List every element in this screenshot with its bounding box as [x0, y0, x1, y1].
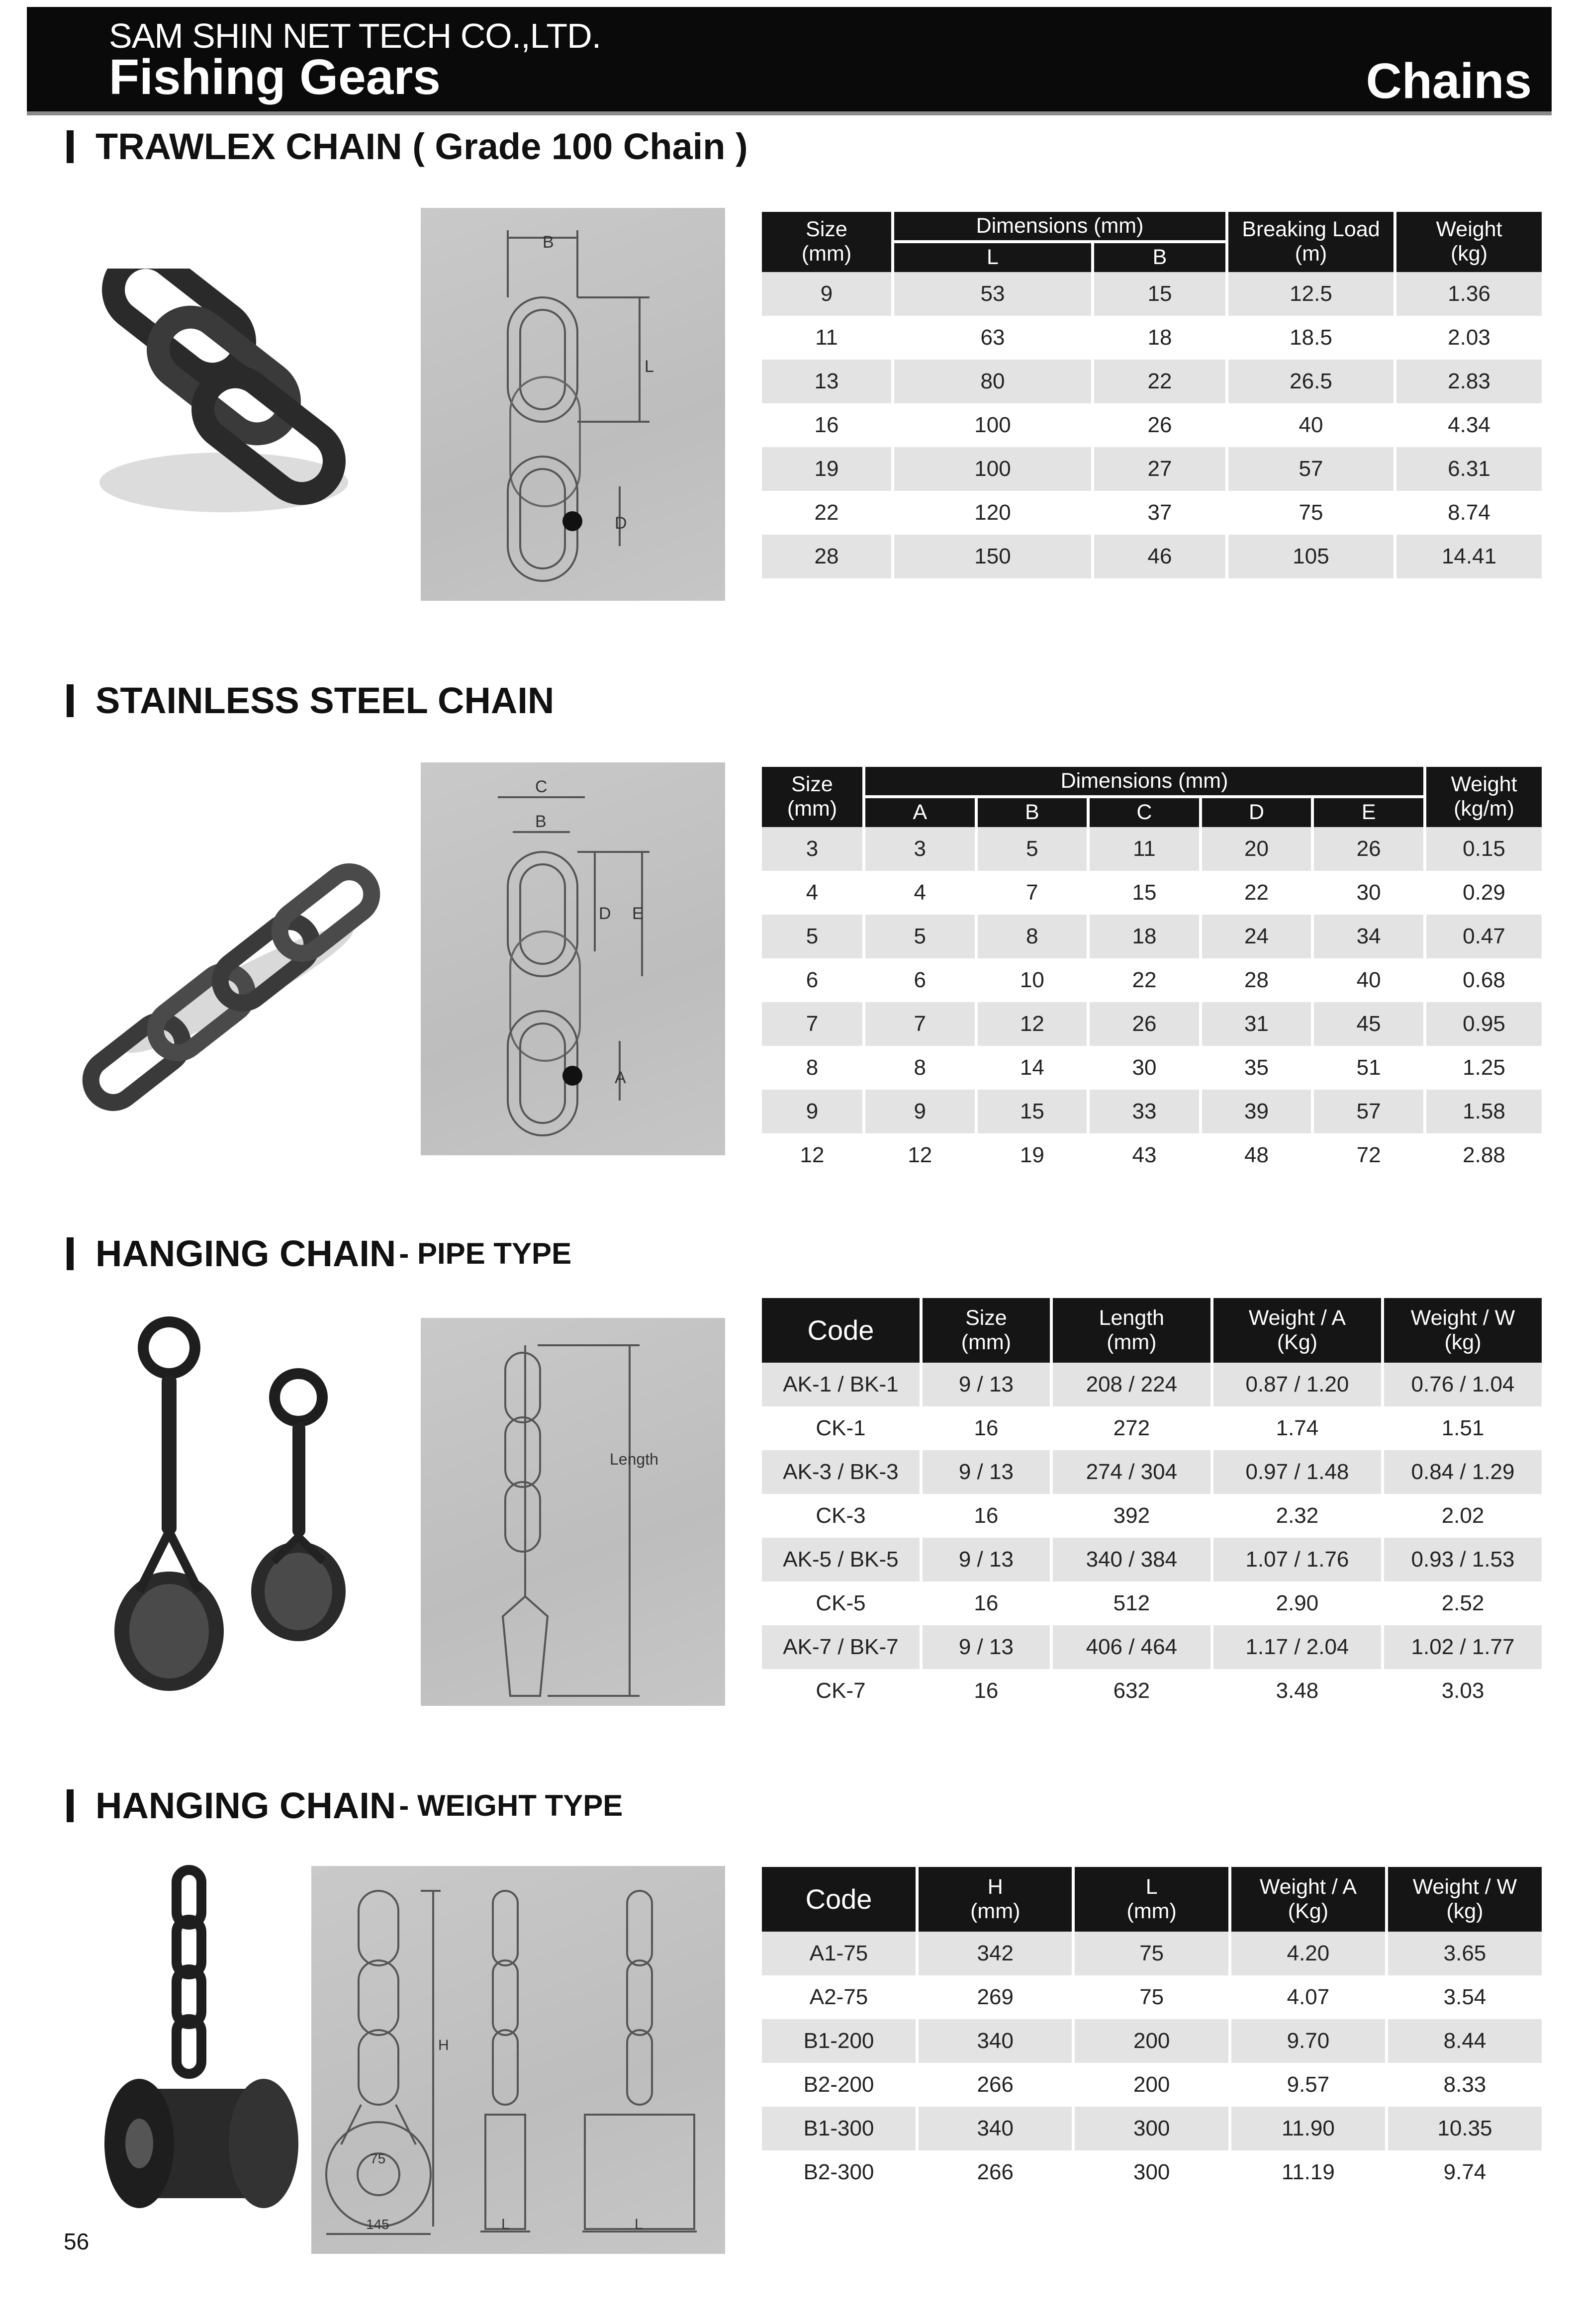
cell: 18 — [1090, 915, 1199, 958]
cell: 3.03 — [1441, 1678, 1485, 1703]
cell: 392 — [1113, 1503, 1150, 1528]
cell: 16 — [974, 1678, 999, 1703]
col-weight: Weight (kg/m) — [1426, 767, 1542, 827]
cell: 57 — [1314, 1090, 1423, 1133]
cell: 5 — [865, 915, 975, 958]
col-code: Code — [762, 1298, 920, 1363]
table-row — [762, 1975, 1542, 2019]
table-row — [762, 2063, 1542, 2107]
table-row — [762, 1450, 1542, 1494]
section-title: Chains — [1366, 53, 1532, 109]
cell: 0.97 / 1.48 — [1213, 1450, 1381, 1494]
cell: A1-75 — [762, 1932, 916, 1975]
dim-label-l1: L — [501, 2216, 510, 2232]
stainless-rows — [762, 827, 1542, 1177]
cell: 75 — [1075, 1932, 1228, 1975]
cell: 22 — [814, 500, 839, 525]
cell: 35 — [1244, 1055, 1269, 1080]
table-row — [762, 403, 1542, 447]
col-code: Code — [762, 1867, 916, 1932]
col-weight-a: Weight / A (Kg) — [1231, 1867, 1385, 1932]
cell: 11 — [815, 325, 838, 350]
dim-label-length: Length — [610, 1450, 658, 1468]
cell: 272 — [1113, 1416, 1150, 1440]
trawlex-rows — [762, 272, 1542, 578]
cell: 150 — [894, 535, 1091, 578]
cell: 2.32 — [1276, 1503, 1319, 1528]
cell: 75 — [1139, 1985, 1164, 2009]
col-l: L (mm) — [1075, 1867, 1228, 1932]
cell: 39 — [1202, 1090, 1311, 1133]
cell: 4 — [806, 880, 819, 905]
cell: B1-200 — [762, 2019, 916, 2063]
table-row — [762, 1133, 1542, 1177]
cell: 20 — [1202, 827, 1311, 871]
col-length: Length (mm) — [1053, 1298, 1210, 1363]
cell: 12.5 — [1228, 272, 1393, 316]
cell: B1-300 — [762, 2107, 916, 2150]
cell: 43 — [1132, 1142, 1157, 1167]
cell: 100 — [894, 447, 1091, 491]
cell: 15 — [978, 1090, 1087, 1133]
cell: 1.58 — [1426, 1090, 1542, 1133]
col-dimensions: Dimensions (mm) — [894, 212, 1225, 240]
cell: 0.76 / 1.04 — [1384, 1363, 1542, 1406]
catalog-title: Fishing Gears — [109, 49, 441, 105]
dim-label-a: A — [615, 1068, 626, 1087]
cell: 8 — [914, 1055, 927, 1080]
heading-bar — [67, 1789, 74, 1822]
cell: CK-5 — [816, 1591, 866, 1615]
cell: 300 — [1133, 2160, 1170, 2184]
table-row — [762, 1625, 1542, 1669]
hanging-pipe-title: HANGING CHAIN — [95, 1233, 396, 1274]
dim-label-c: C — [535, 777, 548, 796]
cell: 7 — [762, 1002, 862, 1046]
cell: 3.65 — [1388, 1932, 1542, 1975]
cell: 340 — [919, 2107, 1072, 2150]
cell: 1.51 — [1441, 1416, 1485, 1440]
cell: 2.83 — [1396, 360, 1542, 403]
cell: 40 — [1299, 412, 1323, 437]
cell: 1.02 / 1.77 — [1384, 1625, 1542, 1669]
col-weight-w: Weight / W (kg) — [1384, 1298, 1542, 1363]
col-size: Size (mm) — [762, 767, 862, 827]
cell: 9 — [762, 1090, 862, 1133]
table-row — [762, 535, 1542, 578]
cell: 0.15 — [1426, 827, 1542, 871]
table-row — [762, 360, 1542, 403]
table-row — [762, 1406, 1542, 1450]
table-row — [762, 2019, 1542, 2063]
table-row — [762, 316, 1542, 360]
col-weight-w: Weight / W (kg) — [1388, 1867, 1542, 1932]
cell: 27 — [1094, 447, 1225, 491]
cell: 16 — [974, 1503, 999, 1528]
hanging-pipe-table — [759, 1298, 1545, 1713]
cell: 266 — [977, 2160, 1014, 2184]
cell: 9 — [762, 272, 891, 316]
cell: 342 — [919, 1932, 1072, 1975]
hanging-weight-diagram — [311, 1866, 725, 2254]
cell: 8.74 — [1448, 500, 1490, 525]
cell: 9.57 — [1287, 2072, 1330, 2097]
trawlex-title: TRAWLEX CHAIN ( Grade 100 Chain ) — [95, 126, 748, 167]
cell: 0.47 — [1426, 915, 1542, 958]
hanging-pipe-photo — [99, 1313, 408, 1711]
cell: 200 — [1075, 2019, 1228, 2063]
cell: 9 / 13 — [923, 1538, 1050, 1581]
col-a: A — [865, 795, 975, 827]
cell: 3 — [762, 827, 862, 871]
table-row — [762, 2107, 1542, 2150]
dim-label-b: B — [543, 233, 554, 252]
table-row — [762, 1363, 1542, 1406]
col-b: B — [978, 795, 1087, 827]
cell: 3.54 — [1443, 1985, 1486, 2009]
cell: 15 — [1132, 880, 1157, 905]
cell: 9 / 13 — [923, 1363, 1050, 1406]
cell: 26 — [1147, 412, 1172, 437]
cell: 8.33 — [1443, 2072, 1486, 2097]
cell: 9.74 — [1443, 2160, 1486, 2184]
dim-label-d: D — [615, 514, 627, 533]
page-number: 56 — [64, 2229, 90, 2254]
table-row — [762, 1538, 1542, 1581]
dim-label-l2: L — [635, 2216, 643, 2232]
cell: 1.74 — [1276, 1416, 1319, 1440]
cell: 75 — [1299, 500, 1323, 525]
col-l: L — [894, 240, 1091, 272]
heading-bar — [67, 130, 74, 163]
cell: 53 — [894, 272, 1091, 316]
trawlex-heading — [67, 125, 748, 168]
cell: 30 — [1356, 880, 1381, 905]
cell: 10.35 — [1388, 2107, 1542, 2150]
cell: 0.93 / 1.53 — [1384, 1538, 1542, 1581]
cell: 28 — [762, 535, 891, 578]
heading-bar — [67, 684, 74, 717]
table-row — [762, 827, 1542, 871]
cell: 31 — [1202, 1002, 1311, 1046]
cell: 6 — [914, 967, 927, 992]
cell: 0.87 / 1.20 — [1213, 1363, 1381, 1406]
cell: CK-1 — [816, 1416, 866, 1440]
cell: 16 — [974, 1416, 999, 1440]
cell: 12 — [800, 1142, 825, 1167]
cell: 1.36 — [1396, 272, 1542, 316]
hanging-weight-subtitle: - WEIGHT TYPE — [399, 1789, 623, 1822]
table-row — [762, 958, 1542, 1002]
table-row — [762, 915, 1542, 958]
cell: 632 — [1113, 1678, 1150, 1703]
dim-label-h: H — [438, 2037, 449, 2053]
cell: 8 — [806, 1055, 819, 1080]
cell: 2.52 — [1441, 1591, 1485, 1615]
cell: 4.34 — [1448, 412, 1490, 437]
cell: 9 — [865, 1090, 975, 1133]
cell: 10 — [1020, 967, 1044, 992]
cell: 46 — [1094, 535, 1225, 578]
cell: 18 — [1147, 325, 1172, 350]
table-row — [762, 1494, 1542, 1538]
table-row — [762, 1090, 1542, 1133]
cell: 9 / 13 — [923, 1450, 1050, 1494]
cell: 269 — [977, 1985, 1014, 2009]
trawlex-table — [759, 212, 1545, 578]
table-row — [762, 1581, 1542, 1625]
cell: 0.29 — [1463, 880, 1505, 905]
cell: 7 — [865, 1002, 975, 1046]
hanging-pipe-rows — [762, 1363, 1542, 1713]
dim-label-b: B — [535, 812, 547, 831]
cell: 105 — [1228, 535, 1393, 578]
cell: 37 — [1147, 500, 1172, 525]
table-row — [762, 272, 1542, 316]
col-b: B — [1094, 240, 1225, 272]
cell: 22 — [1244, 880, 1269, 905]
cell: 18.5 — [1290, 325, 1332, 350]
cell: 1.07 / 1.76 — [1213, 1538, 1381, 1581]
table-row — [762, 491, 1542, 535]
cell: 15 — [1094, 272, 1225, 316]
cell: 5 — [762, 915, 862, 958]
table-row — [762, 871, 1542, 915]
cell: 512 — [1113, 1591, 1150, 1615]
table-row — [762, 447, 1542, 491]
col-size: Size (mm) — [923, 1298, 1050, 1363]
col-h: H (mm) — [919, 1867, 1072, 1932]
cell: 6.31 — [1396, 447, 1542, 491]
col-breaking-load: Breaking Load (m) — [1228, 212, 1393, 272]
col-c: C — [1090, 795, 1199, 827]
stainless-diagram — [421, 762, 725, 1155]
cell: 0.68 — [1463, 967, 1505, 992]
cell: 274 / 304 — [1053, 1450, 1210, 1494]
cell: 57 — [1228, 447, 1393, 491]
cell: 9.70 — [1231, 2019, 1385, 2063]
cell: 0.84 / 1.29 — [1384, 1450, 1542, 1494]
hanging-weight-rows — [762, 1932, 1542, 2194]
cell: 3 — [865, 827, 975, 871]
cell: 26 — [1090, 1002, 1199, 1046]
stainless-table — [759, 767, 1545, 1177]
cell: 11.19 — [1281, 2160, 1335, 2184]
cell: 300 — [1075, 2107, 1228, 2150]
cell: CK-3 — [816, 1503, 866, 1528]
cell: 34 — [1314, 915, 1423, 958]
col-weight-a: Weight / A (Kg) — [1213, 1298, 1381, 1363]
table-row — [762, 1002, 1542, 1046]
cell: 100 — [974, 412, 1011, 437]
cell: 26 — [1314, 827, 1423, 871]
cell: 24 — [1202, 915, 1311, 958]
hanging-pipe-diagram — [421, 1318, 725, 1706]
col-dimensions: Dimensions (mm) — [865, 767, 1423, 795]
cell: 2.02 — [1441, 1503, 1485, 1528]
dim-label-145: 145 — [366, 2217, 389, 2232]
cell: 7 — [1026, 880, 1038, 905]
cell: 72 — [1356, 1142, 1381, 1167]
header-banner — [27, 7, 1552, 111]
cell: 11 — [1090, 827, 1199, 871]
hanging-weight-title: HANGING CHAIN — [95, 1785, 396, 1826]
cell: CK-7 — [816, 1678, 866, 1703]
stainless-chain-photo — [80, 826, 388, 1124]
col-e: E — [1314, 795, 1423, 827]
cell: 11.90 — [1231, 2107, 1385, 2150]
cell: 2.88 — [1463, 1142, 1505, 1167]
cell: 30 — [1132, 1055, 1157, 1080]
dim-label-d: D — [599, 904, 611, 923]
cell: 4.07 — [1287, 1985, 1330, 2009]
dim-label-e: E — [632, 904, 644, 923]
table-row — [762, 1669, 1542, 1713]
cell: 28 — [1244, 967, 1269, 992]
cell: 22 — [1132, 967, 1157, 992]
cell: 48 — [1244, 1142, 1269, 1167]
cell: 12 — [908, 1142, 932, 1167]
stainless-heading — [67, 679, 554, 722]
table-row — [762, 1932, 1542, 1975]
cell: 120 — [974, 500, 1011, 525]
heading-bar — [67, 1237, 74, 1270]
cell: 80 — [894, 360, 1091, 403]
cell: AK-1 / BK-1 — [762, 1363, 920, 1406]
trawlex-diagram — [421, 208, 725, 601]
cell: 340 — [919, 2019, 1072, 2063]
cell: 4.20 — [1231, 1932, 1385, 1975]
hanging-weight-heading — [67, 1784, 623, 1827]
col-weight: Weight (kg) — [1396, 212, 1542, 272]
cell: 63 — [980, 325, 1005, 350]
table-row — [762, 1046, 1542, 1090]
hanging-weight-table — [759, 1867, 1545, 2194]
cell: 12 — [978, 1002, 1087, 1046]
stainless-title: STAINLESS STEEL CHAIN — [95, 680, 555, 721]
header-shadow — [27, 111, 1552, 115]
cell: 14.41 — [1396, 535, 1542, 578]
dim-label-75: 75 — [370, 2151, 386, 2166]
cell: AK-3 / BK-3 — [762, 1450, 920, 1494]
cell: 14 — [1020, 1055, 1044, 1080]
cell: B2-300 — [803, 2160, 874, 2184]
cell: 16 — [974, 1591, 999, 1615]
cell: AK-7 / BK-7 — [762, 1625, 920, 1669]
cell: 200 — [1133, 2072, 1170, 2097]
cell: 22 — [1094, 360, 1225, 403]
cell: 6 — [806, 967, 819, 992]
cell: 45 — [1314, 1002, 1423, 1046]
cell: 208 / 224 — [1053, 1363, 1210, 1406]
company-name: SAM SHIN NET TECH CO.,LTD. — [109, 16, 601, 55]
cell: 8 — [978, 915, 1087, 958]
cell: 3.48 — [1276, 1678, 1319, 1703]
cell: 9 / 13 — [923, 1625, 1050, 1669]
cell: 340 / 384 — [1053, 1538, 1210, 1581]
cell: 0.95 — [1426, 1002, 1542, 1046]
col-size: Size (mm) — [762, 212, 891, 272]
cell: 51 — [1356, 1055, 1381, 1080]
cell: 1.17 / 2.04 — [1213, 1625, 1381, 1669]
cell: 2.03 — [1448, 325, 1490, 350]
cell: AK-5 / BK-5 — [762, 1538, 920, 1581]
cell: 266 — [977, 2072, 1014, 2097]
table-row — [762, 2150, 1542, 2194]
hanging-pipe-heading — [67, 1232, 571, 1275]
trawlex-chain-photo — [75, 269, 383, 557]
col-d: D — [1202, 795, 1311, 827]
cell: 1.25 — [1463, 1055, 1505, 1080]
cell: 5 — [978, 827, 1087, 871]
cell: 40 — [1356, 967, 1381, 992]
cell: 2.90 — [1276, 1591, 1319, 1615]
cell: 406 / 464 — [1053, 1625, 1210, 1669]
cell: 19 — [762, 447, 891, 491]
cell: 26.5 — [1228, 360, 1393, 403]
cell: 16 — [814, 412, 839, 437]
cell: 8.44 — [1388, 2019, 1542, 2063]
cell: A2-75 — [809, 1985, 868, 2009]
cell: 33 — [1090, 1090, 1199, 1133]
hanging-pipe-subtitle: - PIPE TYPE — [399, 1237, 572, 1270]
hanging-weight-photo — [90, 1865, 308, 2233]
dim-label-l: L — [645, 357, 654, 376]
cell: 19 — [1020, 1142, 1044, 1167]
cell: B2-200 — [803, 2072, 874, 2097]
cell: 13 — [762, 360, 891, 403]
cell: 4 — [914, 880, 927, 905]
